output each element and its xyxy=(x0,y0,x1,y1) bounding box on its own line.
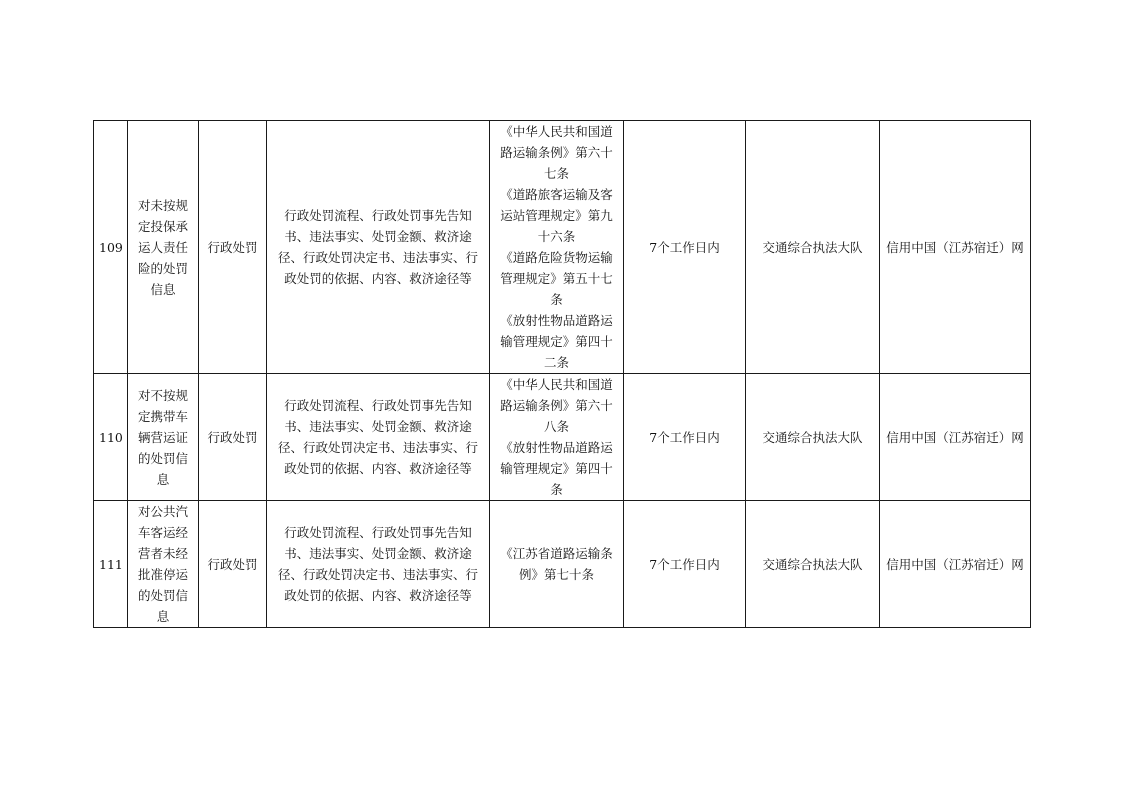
disclosure-content: 行政处罚流程、行政处罚事先告知书、违法事实、处罚金额、救济途径、行政处罚决定书、违法事实、行政处罚的依据、内容、救济途径等 xyxy=(267,374,490,501)
category: 行政处罚 xyxy=(199,121,267,374)
legal-basis xyxy=(490,121,624,374)
disclosure-content: 行政处罚流程、行政处罚事先告知书、违法事实、处罚金额、救济途径、行政处罚决定书、违法事实、行政处罚的依据、内容、救济途径等 xyxy=(267,121,490,374)
disclosure-content: 行政处罚流程、行政处罚事先告知书、违法事实、处罚金额、救济途径、行政处罚决定书、违法事实、行政处罚的依据、内容、救济途径等 xyxy=(267,501,490,628)
category: 行政处罚 xyxy=(199,374,267,501)
table-row xyxy=(94,121,1031,374)
disclosure-channel: 信用中国（江苏宿迁）网 xyxy=(880,121,1031,374)
time-limit: 7个工作日内 xyxy=(624,121,746,374)
row-number: 109 xyxy=(94,121,128,374)
time-limit: 7个工作日内 xyxy=(624,501,746,628)
item-name: 对公共汽车客运经营者未经批准停运的处罚信息 xyxy=(128,501,199,628)
legal-basis-item: 《中华人民共和国道路运输条例》第六十七条 xyxy=(500,124,613,181)
item-name: 对未按规定投保承运人责任险的处罚信息 xyxy=(128,121,199,374)
item-name: 对不按规定携带车辆营运证的处罚信息 xyxy=(128,374,199,501)
disclosure-channel: 信用中国（江苏宿迁）网 xyxy=(880,374,1031,501)
legal-basis-item: 《放射性物品道路运输管理规定》第四十条 xyxy=(500,440,613,497)
category: 行政处罚 xyxy=(199,501,267,628)
legal-basis-item: 《道路旅客运输及客运站管理规定》第九十六条 xyxy=(500,187,613,244)
legal-basis-item: 《中华人民共和国道路运输条例》第六十八条 xyxy=(500,377,613,434)
department: 交通综合执法大队 xyxy=(746,374,880,501)
disclosure-channel: 信用中国（江苏宿迁）网 xyxy=(880,501,1031,628)
row-number: 110 xyxy=(94,374,128,501)
time-limit: 7个工作日内 xyxy=(624,374,746,501)
department: 交通综合执法大队 xyxy=(746,121,880,374)
row-number: 111 xyxy=(94,501,128,628)
legal-basis xyxy=(490,501,624,628)
table-row xyxy=(94,374,1031,501)
legal-basis-item: 《江苏省道路运输条例》第七十条 xyxy=(500,546,613,582)
legal-basis-item: 《道路危险货物运输管理规定》第五十七条 xyxy=(500,250,613,307)
table-row xyxy=(94,501,1031,628)
department: 交通综合执法大队 xyxy=(746,501,880,628)
disclosure-table xyxy=(93,120,1031,628)
legal-basis xyxy=(490,374,624,501)
legal-basis-item: 《放射性物品道路运输管理规定》第四十二条 xyxy=(500,313,613,370)
